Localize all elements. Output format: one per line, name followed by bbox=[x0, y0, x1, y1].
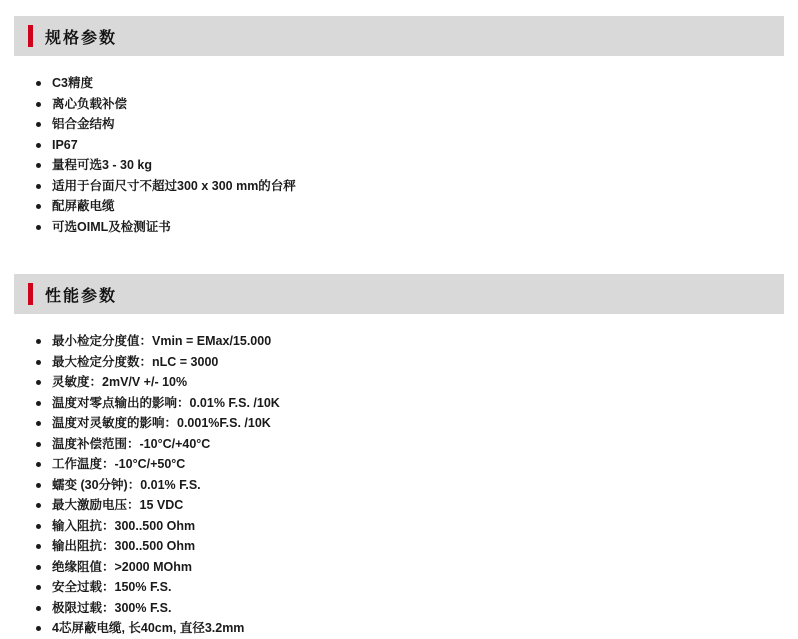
list-item: C3精度 bbox=[0, 74, 798, 94]
list-item: 极限过载：300% F.S. bbox=[0, 599, 798, 619]
list-item: 适用于台面尺寸不超过300 x 300 mm的台秤 bbox=[0, 177, 798, 197]
list-item: 最小检定分度值：Vmin = EMax/15.000 bbox=[0, 332, 798, 352]
list-item: 蠕变 (30分钟)：0.01% F.S. bbox=[0, 476, 798, 496]
list-item: 铝合金结构 bbox=[0, 115, 798, 135]
section-performance bbox=[0, 274, 798, 639]
list-item: 灵敏度：2mV/V +/- 10% bbox=[0, 373, 798, 393]
list-item: 配屏蔽电缆 bbox=[0, 197, 798, 217]
list-item: 4芯屏蔽电缆, 长40cm, 直径3.2mm bbox=[0, 619, 798, 639]
list-item: 量程可选3 - 30 kg bbox=[0, 156, 798, 176]
list-item: 最大激励电压：15 VDC bbox=[0, 496, 798, 516]
list-item: 离心负载补偿 bbox=[0, 95, 798, 115]
list-item: 温度补偿范围：-10°C/+40°C bbox=[0, 435, 798, 455]
list-item: 输入阻抗：300..500 Ohm bbox=[0, 517, 798, 537]
list-item: 温度对灵敏度的影响：0.001%F.S. /10K bbox=[0, 414, 798, 434]
specification-list bbox=[0, 56, 798, 237]
list-item: 最大检定分度数：nLC = 3000 bbox=[0, 353, 798, 373]
list-item: 可选OIML及检测证书 bbox=[0, 218, 798, 238]
list-item: IP67 bbox=[0, 136, 798, 156]
accent-bar-icon bbox=[28, 25, 33, 47]
section-specifications bbox=[0, 16, 798, 237]
list-item: 输出阻抗：300..500 Ohm bbox=[0, 537, 798, 557]
list-item: 绝缘阻值：>2000 MOhm bbox=[0, 558, 798, 578]
section-title: 性能参数 bbox=[45, 287, 118, 305]
section-spacer bbox=[0, 238, 798, 274]
accent-bar-icon bbox=[28, 283, 33, 305]
section-header-performance bbox=[14, 274, 784, 314]
performance-list bbox=[0, 314, 798, 639]
list-item: 温度对零点输出的影响：0.01% F.S. /10K bbox=[0, 394, 798, 414]
list-item: 工作温度：-10°C/+50°C bbox=[0, 455, 798, 475]
section-title: 规格参数 bbox=[45, 29, 118, 47]
list-item: 安全过载：150% F.S. bbox=[0, 578, 798, 598]
section-header-specifications bbox=[14, 16, 784, 56]
